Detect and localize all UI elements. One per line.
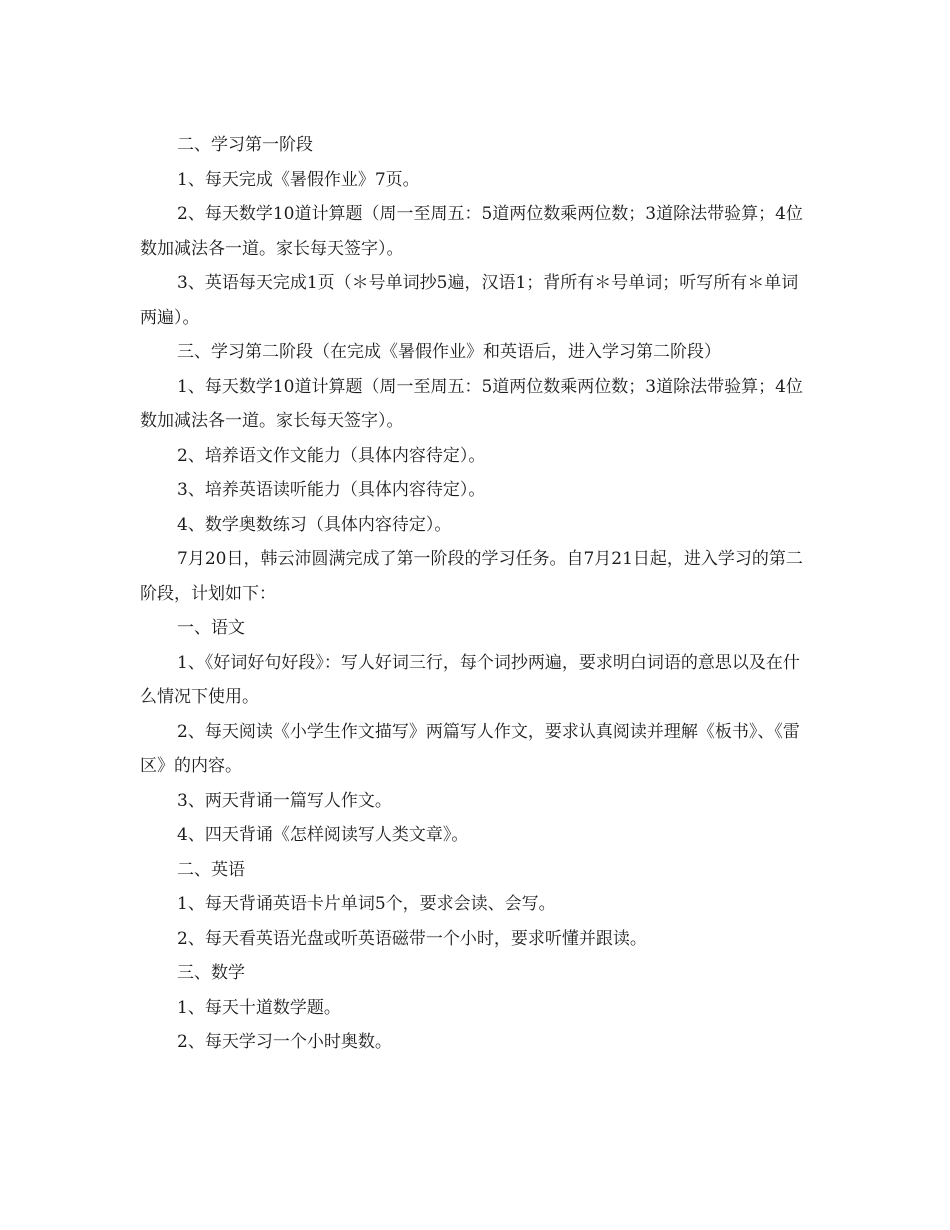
list-item: 1、每天完成《暑假作业》7页。	[177, 169, 420, 190]
list-item: 3、培养英语读听能力（具体内容待定）。	[177, 480, 486, 500]
section-heading-stage-two: 三、学习第二阶段（在完成《暑假作业》和英语后，进入学习第二阶段）	[177, 342, 721, 362]
list-item: 1、每天十道数学题。	[177, 997, 341, 1018]
body-paragraph: 7月20日，韩云沛圆满完成了第一阶段的学习任务。自7月21日起，进入学习的第二阶段，计划如下：	[140, 549, 803, 604]
list-item: 4、数学奥数练习（具体内容待定）。	[177, 514, 452, 535]
section-heading-chinese: 一、语文	[177, 618, 245, 638]
list-item: 2、每天数学10道计算题（周一至周五：5道两位数乘两位数；3道除法带验算；4位数加减法各一道。家长每天签字）。	[140, 204, 803, 259]
list-item: 3、英语每天完成1页（＊号单词抄5遍，汉语1；背所有＊号单词；听写所有＊单词两遍）。	[140, 273, 799, 328]
list-item: 2、每天学习一个小时奥数。	[177, 1032, 392, 1052]
list-item: 2、每天阅读《小学生作文描写》两篇写人作文，要求认真阅读并理解《板书》、《雷区》的内容。	[140, 721, 800, 776]
document-body	[140, 128, 815, 1060]
section-heading-stage-one: 二、学习第一阶段	[177, 135, 313, 155]
list-item: 2、每天看英语光盘或听英语磁带一个小时，要求听懂并跟读。	[177, 928, 647, 949]
list-item: 3、两天背诵一篇写人作文。	[177, 790, 392, 811]
list-item: 1、《好词好句好段》：写人好词三行，每个词抄两遍，要求明白词语的意思以及在什么情况下使用。	[140, 652, 800, 707]
list-item: 1、每天数学10道计算题（周一至周五：5道两位数乘两位数；3道除法带验算；4位数加减法各一道。家长每天签字）。	[140, 376, 803, 431]
list-item: 4、四天背诵《怎样阅读写人类文章》。	[177, 825, 469, 845]
list-item: 1、每天背诵英语卡片单词5个，要求会读、会写。	[177, 894, 556, 914]
list-item: 2、培养语文作文能力（具体内容待定）。	[177, 445, 486, 466]
section-heading-math: 三、数学	[177, 963, 245, 983]
section-heading-english: 二、英语	[177, 859, 245, 880]
